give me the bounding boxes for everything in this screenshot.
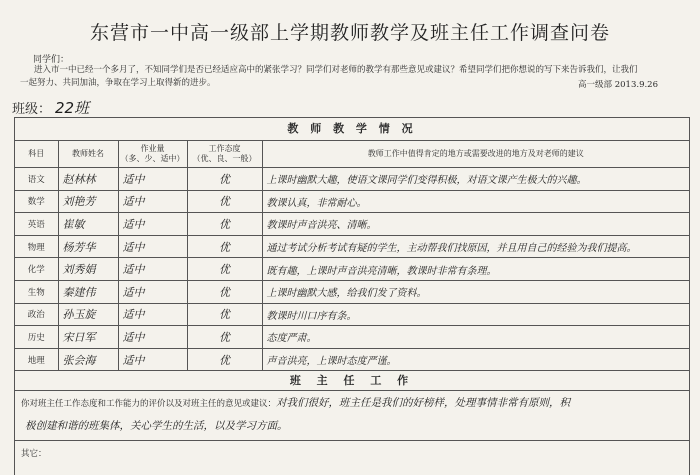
table-row — [15, 213, 689, 236]
cell-suggestion: 教课认真，非常耐心。 — [262, 190, 689, 213]
cell-suggestion: 上课时幽默大趣，使语文课同学们变得积极，对语文课产生极大的兴趣。 — [262, 168, 689, 191]
cell-teacher: 刘艳芳 — [58, 190, 118, 213]
table-header-row — [15, 141, 689, 168]
cell-suggestion: 上课时幽默大感，给我们发了资料。 — [262, 280, 689, 303]
class-label: 班级： — [12, 102, 52, 117]
greeting: 同学们： — [33, 55, 70, 65]
teaching-table — [15, 141, 689, 371]
cell-attitude: 优 — [187, 190, 262, 213]
cell-subject: 英语 — [15, 213, 58, 236]
cell-homework: 适中 — [118, 213, 187, 236]
table-row — [15, 303, 689, 326]
table-row — [15, 235, 689, 258]
cell-teacher: 秦建伟 — [58, 280, 118, 303]
section-head-teacher-title: 班 主 任 工 作 — [15, 371, 689, 391]
cell-subject: 数学 — [15, 190, 58, 213]
cell-teacher: 孙玉旋 — [58, 303, 118, 326]
cell-subject: 化学 — [15, 258, 58, 281]
class-value: 22班 — [55, 99, 90, 117]
cell-homework: 适中 — [118, 303, 187, 326]
cell-suggestion: 教课时川口序有条。 — [262, 303, 689, 326]
question-text: 你对班主任工作态度和工作能力的评价以及对班主任的意见或建议： — [21, 399, 277, 410]
cell-suggestion: 声音洪亮，上课时态度严谨。 — [262, 348, 689, 371]
intro-line-2: 一起努力、共同加油，争取在学习上取得新的进步。 — [20, 78, 216, 88]
header-attitude-line2: （优、良、一般） — [192, 154, 257, 163]
table-row — [15, 190, 689, 213]
class-line — [12, 97, 89, 118]
table-row — [15, 168, 689, 191]
header-suggestion: 教师工作中值得肯定的地方或需要改进的地方及对老师的建议 — [262, 141, 689, 168]
cell-subject: 历史 — [15, 326, 58, 349]
cell-homework: 适中 — [118, 326, 187, 349]
head-teacher-question — [15, 391, 689, 412]
table-row — [15, 280, 689, 303]
cell-subject: 生物 — [15, 280, 58, 303]
survey-title: 东营市一中高一级部上学期教师教学及班主任工作调查问卷 — [89, 22, 610, 44]
header-homework — [118, 141, 187, 168]
header-attitude-line1: 工作态度 — [208, 144, 241, 153]
cell-teacher: 杨芳华 — [58, 235, 118, 258]
cell-homework: 适中 — [118, 348, 187, 371]
header-teacher: 教师姓名 — [58, 141, 118, 168]
cell-subject: 政治 — [15, 303, 58, 326]
survey-sheet — [14, 117, 690, 475]
header-subject: 科目 — [15, 141, 58, 168]
cell-attitude: 优 — [187, 258, 262, 281]
cell-attitude: 优 — [187, 303, 262, 326]
cell-subject: 地理 — [15, 348, 58, 371]
table-row — [15, 348, 689, 371]
cell-subject: 物理 — [15, 235, 58, 258]
cell-attitude: 优 — [187, 235, 262, 258]
cell-suggestion: 态度严肃。 — [262, 326, 689, 349]
cell-subject: 语文 — [15, 168, 58, 191]
cell-homework: 适中 — [118, 190, 187, 213]
cell-teacher: 刘秀娟 — [58, 258, 118, 281]
cell-suggestion: 既有趣，上课时声音洪亮清晰，教课时非常有条理。 — [262, 258, 689, 281]
table-row — [15, 258, 689, 281]
answer-line-1: 对我们很好，班主任是我们的好榜样，处理事情非常有原则，积 — [276, 397, 571, 410]
cell-homework: 适中 — [118, 280, 187, 303]
cell-teacher: 赵林林 — [58, 168, 118, 191]
cell-homework: 适中 — [118, 235, 187, 258]
header-homework-line1: 作业量 — [140, 144, 165, 153]
cell-attitude: 优 — [187, 168, 262, 191]
cell-attitude: 优 — [187, 213, 262, 236]
cell-attitude: 优 — [187, 326, 262, 349]
cell-teacher: 张会海 — [58, 348, 118, 371]
signature: 高一级部 2013.9.26 — [578, 80, 658, 90]
cell-suggestion: 教课时声音洪亮、清晰。 — [262, 213, 689, 236]
cell-teacher: 宋日军 — [58, 326, 118, 349]
section-teaching-title: 教 师 教 学 情 况 — [15, 118, 689, 141]
other-label: 其它： — [21, 449, 47, 460]
answer-line-2: 极创建和谐的班集体，关心学生的生活，以及学习方面。 — [15, 412, 689, 441]
table-row — [15, 326, 689, 349]
cell-homework: 适中 — [118, 168, 187, 191]
cell-attitude: 优 — [187, 280, 262, 303]
cell-homework: 适中 — [118, 258, 187, 281]
intro-line-1: 进入市一中已经一个多月了，不知同学们是否已经适应高中的紧张学习？同学们对老师的教学有那些意见或建议？希望同学们把你想说的写下来告诉我们，让我们 — [34, 65, 638, 75]
cell-attitude: 优 — [187, 348, 262, 371]
cell-suggestion: 通过考试分析考试有疑的学生，主动帮我们找原因，并且用自己的经验为我们提高。 — [262, 235, 689, 258]
header-attitude — [187, 141, 262, 168]
cell-teacher: 崔敏 — [58, 213, 118, 236]
header-homework-line2: （多、少、适中） — [120, 154, 185, 163]
